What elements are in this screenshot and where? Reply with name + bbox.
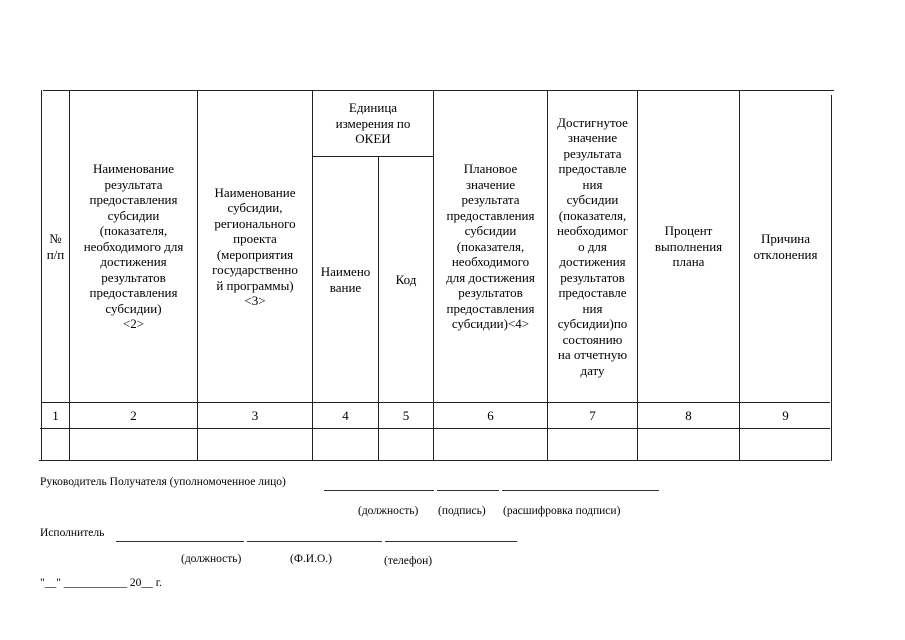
head-position-line[interactable] bbox=[324, 490, 434, 491]
column-number: 9 bbox=[782, 408, 789, 423]
column-number: 8 bbox=[685, 408, 692, 423]
executor-name-caption: (Ф.И.О.) bbox=[290, 553, 332, 565]
column-number: 3 bbox=[251, 408, 259, 423]
header-subsidy-name: Наименование субсидии, регионального проекта (мероприятия государственно й программы) <3> bbox=[212, 184, 298, 308]
head-signature-caption: (подпись) bbox=[438, 505, 486, 517]
header-deviation-reason: Причина отклонения bbox=[753, 231, 818, 262]
header-result-name: Наименование результата предоставления субсидии (показателя, необходимого для достижения результатов предоставления субсидии) <2> bbox=[83, 161, 184, 332]
column-number: 7 bbox=[589, 408, 596, 423]
header-achieved-value: Достигнутое значение результата предоставле ния субсидии (показателя, необходимог о для достижения результатов предоставле ния субсидии)по состоянию на отчетную дату bbox=[556, 114, 629, 378]
table-border-bottom bbox=[39, 460, 830, 461]
executor-position-caption: (должность) bbox=[181, 553, 242, 565]
executor-line-2[interactable] bbox=[247, 541, 382, 542]
executor-phone-caption: (телефон) bbox=[384, 555, 433, 567]
header-unit-group: Единица измерения по ОКЕИ bbox=[335, 100, 411, 147]
executor-line-1[interactable] bbox=[116, 541, 244, 542]
head-signature-line[interactable] bbox=[437, 490, 499, 491]
column-number: 6 bbox=[487, 408, 494, 423]
column-number: 4 bbox=[342, 408, 349, 423]
table-border-right bbox=[831, 95, 832, 461]
head-label: Руководитель Получателя (уполномоченное лицо) bbox=[40, 476, 286, 488]
header-number: № п/п bbox=[46, 231, 65, 262]
head-decoding-caption: (расшифровка подписи) bbox=[503, 505, 621, 517]
head-decoding-line[interactable] bbox=[502, 490, 659, 491]
executor-label: Исполнитель bbox=[40, 527, 105, 539]
column-number: 2 bbox=[130, 408, 137, 423]
date-line[interactable]: "__" ___________ 20__ г. bbox=[40, 577, 163, 589]
header-percent: Процент выполнения плана bbox=[654, 223, 723, 270]
head-position-caption: (должность) bbox=[358, 505, 419, 517]
header-unit-name: Наимено вание bbox=[320, 264, 371, 295]
executor-line-3[interactable] bbox=[385, 541, 517, 542]
header-planned-value: Плановое значение результата предоставления субсидии (показателя, необходимого для достижения результатов предоставления субсидии)<4> bbox=[446, 161, 535, 332]
column-number: 1 bbox=[52, 408, 59, 423]
header-unit-code: Код bbox=[395, 271, 417, 287]
numbers-row-bottom-line bbox=[40, 428, 830, 429]
column-number: 5 bbox=[402, 408, 410, 423]
